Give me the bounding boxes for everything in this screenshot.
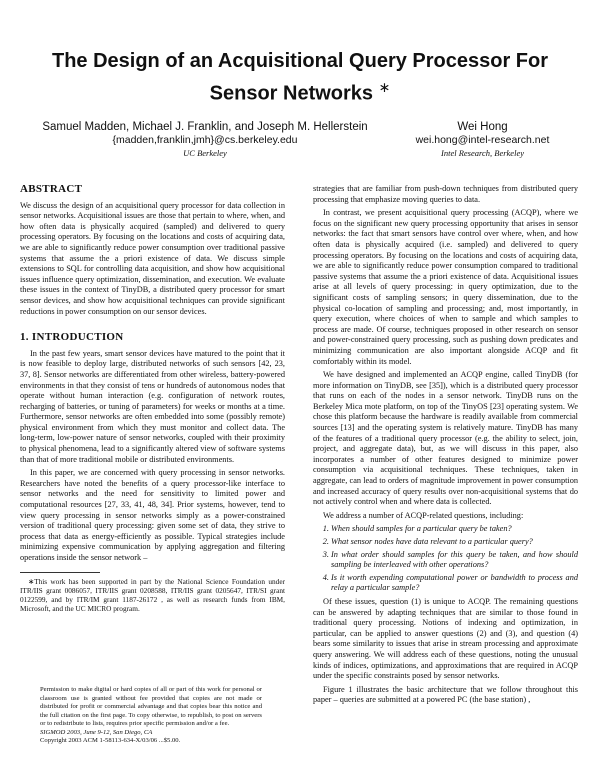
permission-text: Permission to make digital or hard copies of all or part of this work for personal or classroom use is granted without fee provided that copies are not made or distributed for profit or commercial advantage and that copies bear this notice and the full citation on the first page. To copy otherwise, to republish, to post on servers or to redistribute to lists, requires prior specific permission and/or a fee. [40, 686, 262, 727]
author-names-right: Wei Hong [457, 121, 508, 133]
question-item: 4. Is it worth expending computational power or bandwidth to process and relay a particular sample? [331, 573, 578, 594]
author-emails-left: {madden,franklin,jmh}@cs.berkeley.edu [112, 134, 298, 146]
permission-block [40, 686, 262, 746]
intro-paragraph-2: In this paper, we are concerned with query processing in sensor networks. Researchers have noted the benefits of a query processor-like interface to sensor networks and the need for sensitivity to limited power and computational resources [27, 33, 41, 48, 34]. Prior systems, however, tend to view query processing in sensor networks simply as a power-constrained version of traditional query processing: given some set of data, they strive to process that data as energy-efficiently as possible. Typical strategies include minimizing expensive communication by applying aggregation and filtering operations inside the sensor network – [20, 468, 285, 562]
right-column [313, 184, 578, 709]
question-item: 2. What sensor nodes have data relevant to a particular query? [331, 537, 578, 548]
right-paragraph-4: We address a number of ACQP-related questions, including: [323, 510, 524, 520]
title-text: The Design of an Acquisitional Query Processor For Sensor Networks [51, 50, 549, 105]
right-paragraph-2: In contrast, we present acquisitional query processing (ACQP), where we focus on the significant new query processing opportunity that arises in sensor networks: the fact that smart sensors have control over where, when, and how often data is physically acquired (i.e. sampled) and delivered to query processing operators. By focusing on the locations and costs of acquiring data, we are able to significantly reduce power consumption compared to traditional passive systems that assume the a priori existence of data. Acquisitional issues arise at all levels of query processing: in query optimization, due to the significant costs of sampling sensors; in query dissemination, due to the physical co-location of sampling and processing; and, most importantly, in query execution, where choices of when to sample and which samples to process are made. Of course, techniques proposed in other research on sensor and power-constrained query processing, such as pushing down predicates and minimizing communication are also important alongside ACQP and fit comfortably within its model. [313, 208, 578, 366]
right-paragraph-3: We have designed and implemented an ACQP engine, called TinyDB (for more information on TinyDB, see [35]), which is a distributed query processor that runs on each of the nodes in a sensor network. TinyDB runs on the Berkeley Mica mote platform, on top of the TinyOS [23] operating system. We chose this platform because the hardware is readily available from commercial sources [13] and the operating system is relatively mature. TinyDB has many of the features of a traditional query processor (e.g. the ability to select, join, project, and aggregate data), but, as we will discuss in this paper, also incorporates a number of other features designed to minimize power consumption via acquisitional techniques. These techniques, taken in aggregate, can lead to orders of magnitude improvement in power consumption and increased accuracy of query results over non-acquisitional systems that do not actively control when and where data is collected. [313, 370, 578, 507]
acqp-questions-list [313, 524, 578, 594]
copyright-line: Copyright 2003 ACM 1-58113-634-X/03/06 ...$5.00. [40, 737, 181, 744]
title-footnote-marker: ∗ [378, 79, 391, 95]
abstract-text: We discuss the design of an acquisitional query processor for data collection in sensor networks. Acquisitional issues are those that pertain to where, when, and how often data is physically acquired (sampled) and delivered to query processing operators. By focusing on the locations and costs of acquiring data, we are able to significantly reduce power consumption over traditional passive systems that assume the a priori existence of data. We discuss simple extensions to SQL for controlling data acquisition, and show how acquisitional issues influence query optimization, dissemination, and execution. We evaluate these issues in the context of TinyDB, a distributed query processor for smart sensor devices, and show how acquisitional techniques can provide significant reductions in power consumption on our sensor devices. [20, 200, 285, 316]
author-emails-right: wei.hong@intel-research.net [415, 134, 550, 146]
author-block-right [390, 120, 575, 159]
question-item: 3. In what order should samples for this query be taken, and how should sampling be interleaved with other operations? [331, 550, 578, 571]
funding-footnote: ∗This work has been supported in part by the National Science Foundation under ITR/IIS grant 0086057, ITR/IIS grant 0208588, ITR/IIS grant 0205647, ITR/SI grant 0122599, and by ITR/IM grant 1187-26172 , as well as research funds from IBM, Microsoft, and the UC MICRO program. [20, 576, 285, 613]
footnote-divider [20, 572, 100, 573]
paper-title [40, 48, 560, 107]
author-affiliation-right: Intel Research, Berkeley [441, 148, 524, 158]
left-column [20, 184, 285, 616]
author-affiliation-left: UC Berkeley [183, 148, 227, 158]
author-block-left [40, 120, 370, 159]
intro-paragraph-1: In the past few years, smart sensor devices have matured to the point that it is now feasible to deploy large, distributed networks of such sensors [42, 23, 37, 8]. Sensor networks are differentiated from other wireless, battery-powered environments in that they consist of tens or hundreds of autonomous nodes that operate without human interaction (e.g. configuration of network routes, recharging of batteries, or tuning of parameters) for weeks or months at a time. Furthermore, sensor networks are often embedded into some (possibly remote) physical environment from which they must monitor and collect data. The long-term, low-power nature of sensor networks, coupled with their proximity to physical phenomena, lead to a significantly altered view of software systems than that of more traditional mobile or distributed environments. [20, 348, 285, 464]
right-paragraph-1: strategies that are familiar from push-down techniques from distributed query processing that emphasize moving queries to data. [313, 184, 578, 204]
abstract-heading: ABSTRACT [20, 183, 83, 195]
question-item: 1. When should samples for a particular query be taken? [331, 524, 578, 535]
introduction-heading: 1. INTRODUCTION [20, 331, 124, 344]
right-paragraph-5: Of these issues, question (1) is unique to ACQP. The remaining questions can be answered by adapting techniques that are similar to those found in traditional query processing. Notions of indexing and optimization, in particular, can be applied to answer questions (2) and (3), and question (4) bears some similarity to issues that arise in stream processing and approximate query answering. We will address each of these questions, noting the unusual kinds of indices, optimizations, and approximations that are required in ACQP under the specific constraints posed by sensor networks. [313, 596, 578, 681]
right-paragraph-6: Figure 1 illustrates the basic architecture that we follow throughout this paper – queries are submitted at a powered PC (the base station) , [313, 684, 578, 705]
author-names-left: Samuel Madden, Michael J. Franklin, and Joseph M. Hellerstein [42, 121, 368, 133]
conference-venue: SIGMOD 2003, June 9-12, San Diego, CA [40, 728, 153, 736]
